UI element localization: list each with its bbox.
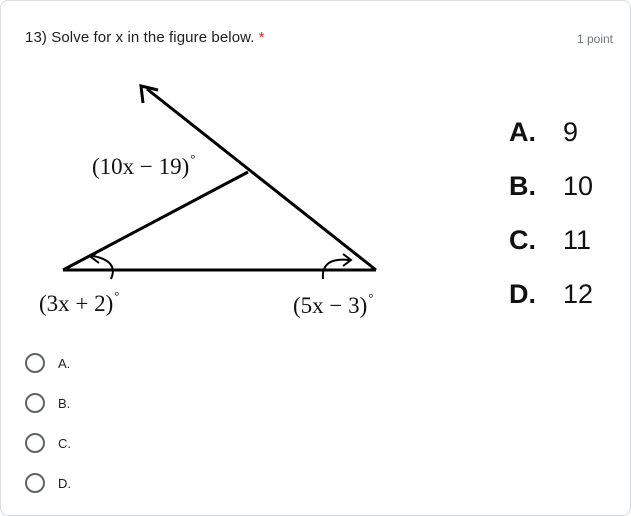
option-d[interactable] bbox=[25, 463, 71, 503]
right-angle-text: (5x − 3) bbox=[293, 293, 368, 318]
degree-symbol: ° bbox=[190, 151, 196, 166]
figure-choice-b bbox=[509, 171, 593, 202]
question-text: 13) Solve for x in the figure below. bbox=[25, 29, 255, 46]
question-title bbox=[25, 29, 265, 46]
radio-button[interactable] bbox=[25, 433, 45, 453]
degree-symbol: ° bbox=[114, 288, 120, 303]
choice-letter: C. bbox=[509, 225, 536, 255]
radio-button[interactable] bbox=[25, 473, 45, 493]
choice-value: 9 bbox=[563, 117, 579, 147]
question-figure bbox=[1, 71, 631, 331]
degree-symbol: ° bbox=[368, 290, 374, 305]
option-label: A. bbox=[58, 355, 71, 371]
choice-value: 11 bbox=[563, 225, 592, 255]
option-label: D. bbox=[58, 475, 71, 491]
figure-choice-d bbox=[509, 279, 593, 310]
choice-letter: D. bbox=[509, 279, 536, 309]
top-angle-text: (10x − 19) bbox=[92, 154, 190, 179]
choice-letter: A. bbox=[509, 117, 536, 147]
right-angle-expression bbox=[293, 290, 374, 319]
figure-choice-c bbox=[509, 225, 591, 256]
left-angle-expression bbox=[39, 288, 120, 317]
left-angle-arc bbox=[93, 256, 113, 279]
choice-value: 12 bbox=[563, 279, 594, 309]
triangle-left-side bbox=[63, 172, 248, 270]
option-label: B. bbox=[58, 395, 71, 411]
option-b[interactable] bbox=[25, 383, 71, 423]
option-c[interactable] bbox=[25, 423, 71, 463]
choice-value: 10 bbox=[563, 171, 594, 201]
top-angle-expression bbox=[92, 151, 196, 180]
radio-button[interactable] bbox=[25, 353, 45, 373]
points-label: 1 point bbox=[576, 32, 613, 46]
left-angle-text: (3x + 2) bbox=[39, 291, 114, 316]
required-marker: * bbox=[258, 29, 265, 46]
answer-options bbox=[25, 343, 71, 503]
figure-choice-a bbox=[509, 117, 578, 148]
option-a[interactable] bbox=[25, 343, 71, 383]
radio-button[interactable] bbox=[25, 393, 45, 413]
option-label: C. bbox=[58, 435, 71, 451]
choice-letter: B. bbox=[509, 171, 536, 201]
